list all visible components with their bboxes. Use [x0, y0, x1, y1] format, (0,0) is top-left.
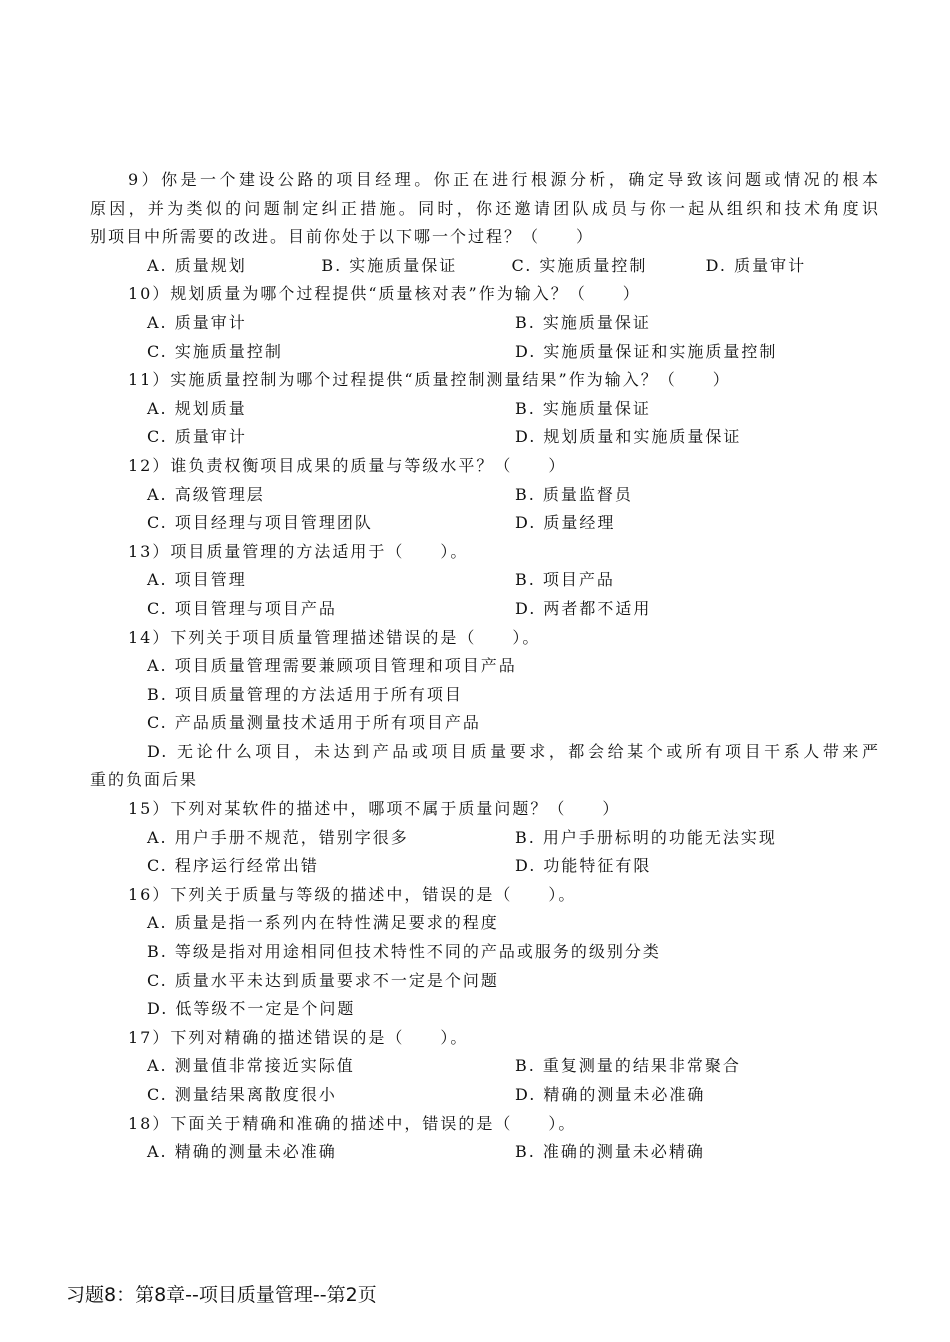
question-stem: 12）谁负责权衡项目成果的质量与等级水平？（ ）: [128, 455, 567, 475]
question-stem: 15）下列对某软件的描述中，哪项不属于质量问题？（ ）: [128, 799, 621, 819]
option-a: A. 质量审计: [147, 312, 247, 332]
option-c: C. 质量审计: [147, 427, 247, 447]
option-a: A. 质量规划: [147, 255, 247, 275]
question-stem-line: 9）你是一个建设公路的项目经理。你正在进行根源分析，确定导致该问题或情况的根本: [128, 170, 880, 189]
question-stem: 17）下列对精确的描述错误的是（ ）。: [128, 1027, 469, 1047]
option-a: A. 规划质量: [147, 398, 247, 418]
option-d-line-2: 重的负面后果: [90, 770, 199, 790]
question-17: [90, 1024, 880, 1053]
option-a: A. 质量是指一系列内在特性满足要求的程度: [147, 913, 499, 933]
question-stem: 11）实施质量控制为哪个过程提供“质量控制测量结果”作为输入？（ ）: [128, 370, 731, 390]
question-15-options-row-1: [90, 824, 880, 853]
question-16: [90, 881, 880, 910]
question-11: [90, 366, 880, 395]
option-d-line-1: D. 无论什么项目，未达到产品或项目质量要求，都会给某个或所有项目干系人带来严: [147, 741, 880, 761]
option-b: B. 实施质量保证: [515, 312, 651, 332]
question-15: [90, 795, 880, 824]
option-b: B. 实施质量保证: [321, 255, 458, 275]
option-b: B. 项目质量管理的方法适用于所有项目: [147, 684, 463, 704]
option-d: D. 质量审计: [705, 255, 807, 275]
question-12: [90, 452, 880, 481]
option-c: C. 项目经理与项目管理团队: [147, 513, 373, 533]
option-b: B. 实施质量保证: [515, 398, 651, 418]
question-11-options-row-2: [90, 423, 880, 452]
question-stem: 16）下列关于质量与等级的描述中，错误的是（ ）。: [128, 884, 577, 904]
question-9-options: [90, 252, 880, 281]
option-b: B. 质量监督员: [515, 484, 633, 504]
option-c: C. 程序运行经常出错: [147, 856, 319, 876]
option-d: D. 低等级不一定是个问题: [147, 999, 356, 1019]
option-a: A. 项目质量管理需要兼顾项目管理和项目产品: [147, 656, 517, 676]
option-b: B. 重复测量的结果非常聚合: [515, 1056, 741, 1076]
question-stem: 13）项目质量管理的方法适用于（ ）。: [128, 541, 469, 561]
option-d: D. 精确的测量未必准确: [515, 1085, 706, 1104]
option-c: C. 实施质量控制: [511, 255, 648, 275]
option-c: C. 测量结果离散度很小: [147, 1085, 337, 1104]
question-stem: 14）下列关于项目质量管理描述错误的是（ ）。: [128, 627, 541, 647]
option-c: C. 质量水平未达到质量要求不一定是个问题: [147, 970, 499, 990]
option-a: A. 项目管理: [147, 570, 247, 590]
question-stem-line: 原因，并为类似的问题制定纠正措施。同时，你还邀请团队成员与你一起从组织和技术角度识: [90, 198, 880, 218]
option-b: B. 准确的测量未必精确: [515, 1142, 705, 1162]
page-footer: 习题8：第8章--项目质量管理--第2页: [66, 1284, 377, 1306]
question-list: [90, 166, 880, 1167]
question-13: [90, 538, 880, 567]
option-d: D. 实施质量保证和实施质量控制: [515, 341, 778, 361]
question-10-options-row-1: [90, 309, 880, 338]
question-9: [90, 166, 880, 252]
option-b: B. 用户手册标明的功能无法实现: [515, 827, 777, 847]
option-d: D. 质量经理: [515, 513, 616, 533]
question-stem: 10）规划质量为哪个过程提供“质量核对表”作为输入？（ ）: [128, 284, 641, 304]
option-d: D. 规划质量和实施质量保证: [515, 427, 742, 447]
question-12-options-row-2: [90, 509, 880, 538]
question-13-options-row-2: [90, 595, 880, 624]
option-a: A. 用户手册不规范，错别字很多: [147, 827, 409, 847]
option-b: B. 项目产品: [515, 570, 615, 590]
question-stem-line: 别项目中所需要的改进。目前你处于以下哪一个过程？（ ）: [90, 227, 595, 247]
option-d: D. 两者都不适用: [515, 598, 652, 618]
option-d: D. 功能特征有限: [515, 856, 652, 876]
question-18: [90, 1110, 880, 1139]
option-c: C. 项目管理与项目产品: [147, 598, 337, 618]
question-17-options-row-2: [90, 1081, 880, 1110]
question-13-options-row-1: [90, 566, 880, 595]
option-a: A. 高级管理层: [147, 484, 265, 504]
question-14: [90, 624, 880, 653]
question-15-options-row-2: [90, 852, 880, 881]
question-18-options-row-1: [90, 1138, 880, 1167]
option-a: A. 精确的测量未必准确: [147, 1142, 337, 1162]
question-12-options-row-1: [90, 481, 880, 510]
question-10: [90, 280, 880, 309]
option-c: C. 实施质量控制: [147, 341, 283, 361]
question-stem: 18）下面关于精确和准确的描述中，错误的是（ ）。: [128, 1113, 577, 1133]
option-b: B. 等级是指对用途相同但技术特性不同的产品或服务的级别分类: [147, 942, 661, 962]
option-c: C. 产品质量测量技术适用于所有项目产品: [147, 713, 481, 733]
option-a: A. 测量值非常接近实际值: [147, 1056, 355, 1076]
question-11-options-row-1: [90, 395, 880, 424]
question-17-options-row-1: [90, 1052, 880, 1081]
question-10-options-row-2: [90, 338, 880, 367]
